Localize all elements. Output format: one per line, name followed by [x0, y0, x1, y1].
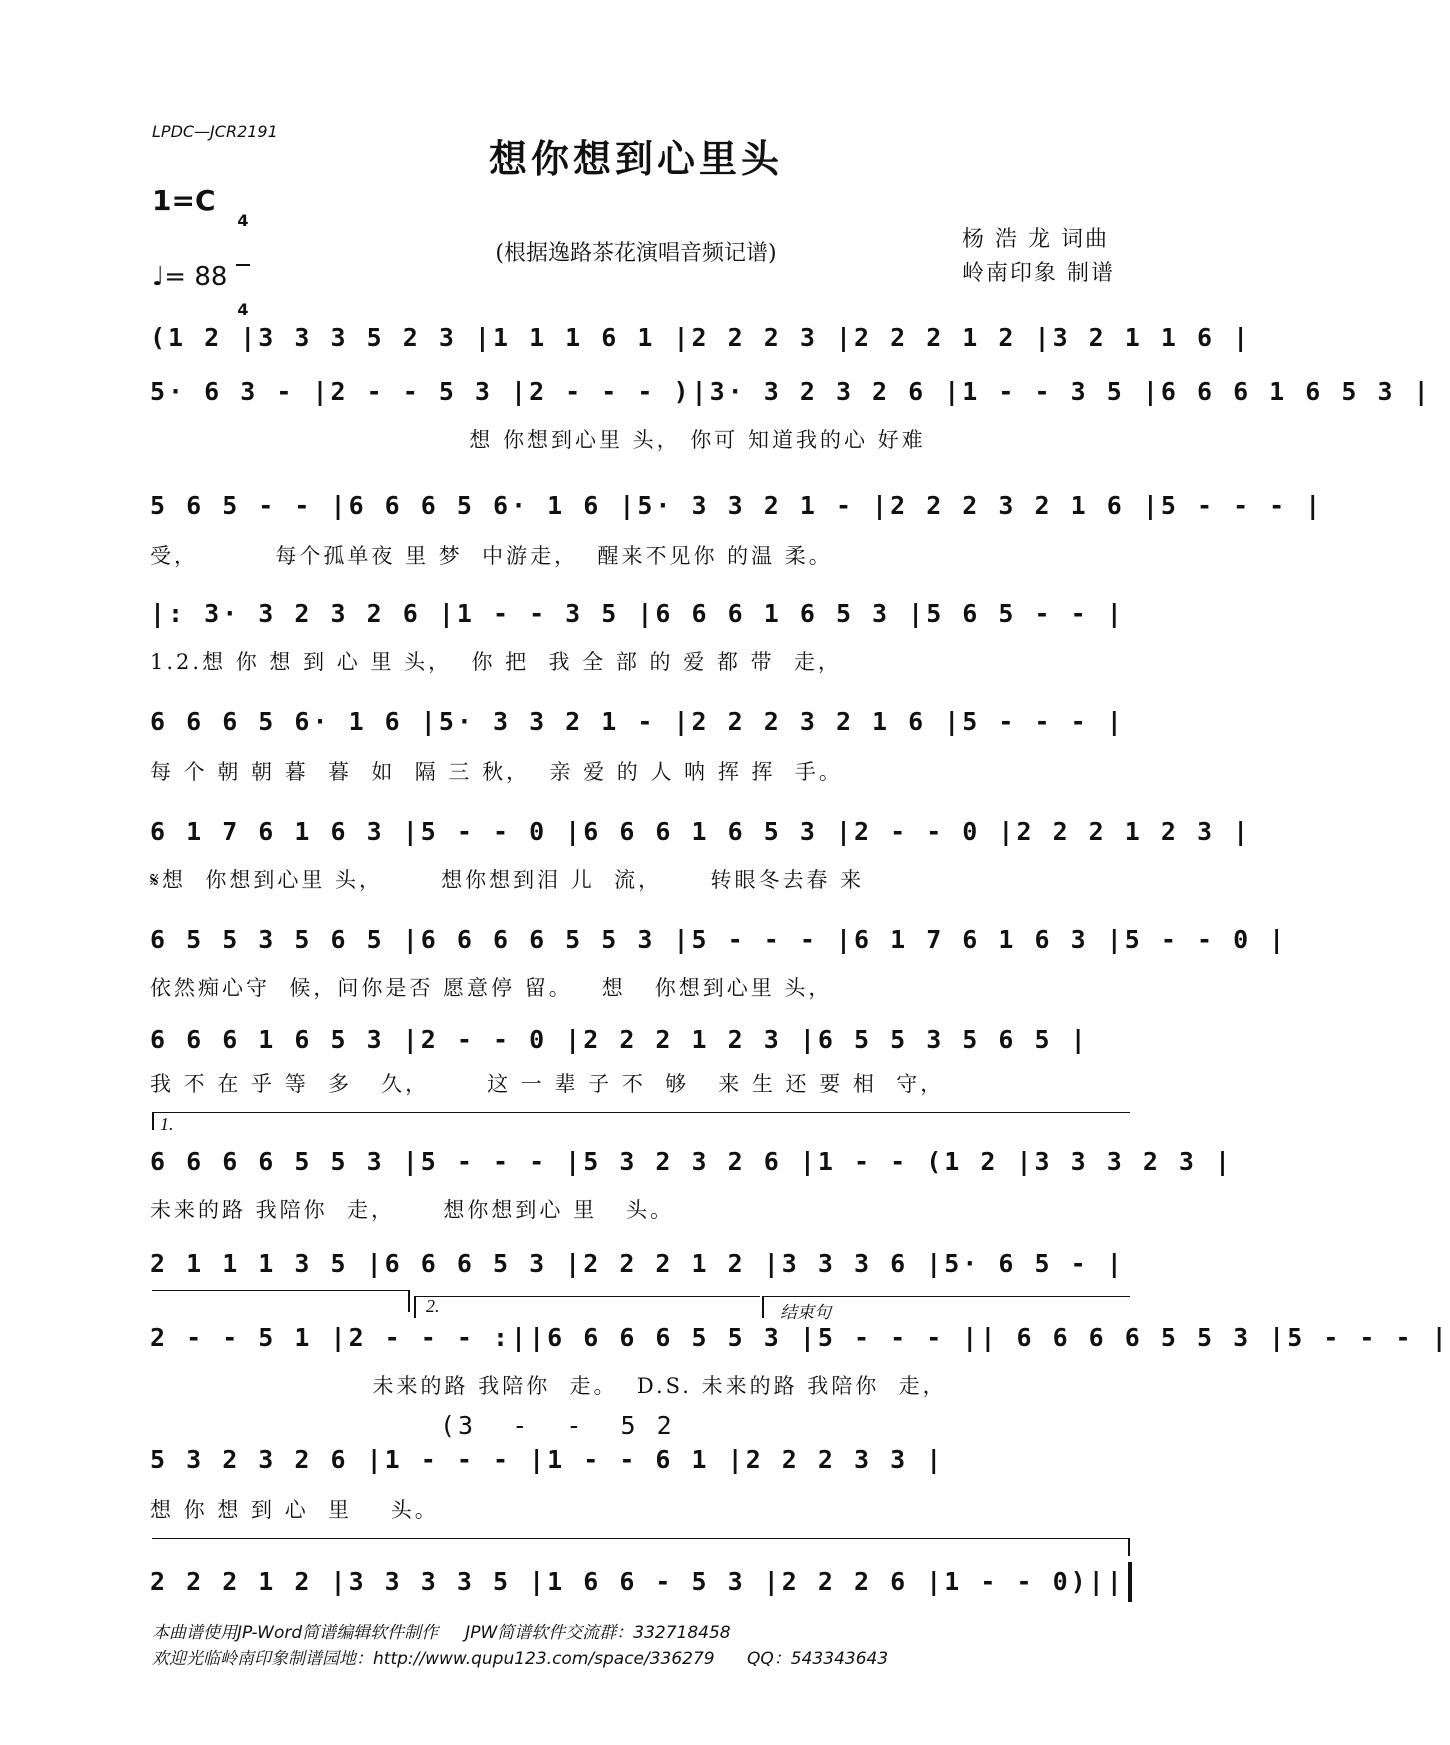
meter-bottom: 4 — [237, 300, 249, 319]
notation-line: 5 3 2 3 2 6 |1 - - - |1 - - 6 1 |2 2 2 3 3 | — [150, 1445, 945, 1474]
lyric-line: 依然痴心守 候，问你是否 愿意停 留。 想 你想到心里 头， — [150, 976, 833, 1000]
footer-software-note: 本曲谱使用JP-Word简谱编辑软件制作 JPW简谱软件交流群：332718458 — [152, 1623, 731, 1643]
arranger-credit: 岭南印象 制谱 — [962, 261, 1115, 286]
final-bracket-edge — [1128, 1538, 1130, 1556]
song-title: 想你想到心里头 — [488, 136, 783, 181]
notation-line: |: 3· 3 2 3 2 6 |1 - - 3 5 |6 6 6 1 6 5 3 |5 6 5 - - | — [150, 599, 1125, 628]
notation-line: 2 1 1 1 3 5 |6 6 6 5 3 |2 2 2 1 2 |3 3 3 6 |5· 6 5 - | — [150, 1249, 1125, 1278]
first-ending-label: 1. — [160, 1114, 174, 1134]
volta-bracket — [152, 1290, 408, 1291]
ending-label: 结束句 — [780, 1303, 831, 1322]
footer-website-note: 欢迎光临岭南印象制谱园地：http://www.qupu123.com/space/336279 QQ：543343643 — [152, 1649, 889, 1669]
lyric-line: 𝄋想 你想到心里 头， 想你想到泪 儿 流， 转眼冬去春 来 — [150, 868, 865, 892]
lyric-line: 想 你 想 到 心 里 头。 — [150, 1498, 439, 1522]
second-ending-label: 2. — [426, 1296, 440, 1316]
meter-top: 4 — [237, 211, 249, 230]
notation-line: 6 1 7 6 1 6 3 |5 - - 0 |6 6 6 1 6 5 3 |2 - - 0 |2 2 2 1 2 3 | — [150, 817, 1252, 846]
notation-line: 6 5 5 3 5 6 5 |6 6 6 6 5 5 3 |5 - - - |6 1 7 6 1 6 3 |5 - - 0 | — [150, 925, 1288, 954]
ending-bracket — [762, 1296, 1130, 1297]
lyric-line: 每 个 朝 朝 暮 暮 如 隔 三 秋， 亲 爱 的 人 呐 挥 挥 手。 — [150, 760, 843, 784]
key-signature: 1=C — [152, 184, 216, 217]
notation-line: 6 6 6 6 5 5 3 |5 - - - |5 3 2 3 2 6 |1 - - (1 2 |3 3 3 2 3 | — [150, 1147, 1234, 1176]
notation-line: 6 6 6 5 6· 1 6 |5· 3 3 2 1 - |2 2 2 3 2 1 6 |5 - - - | — [150, 707, 1125, 736]
tempo-marking: ♩= 88 — [152, 262, 228, 292]
second-ending-bracket — [414, 1296, 760, 1297]
notation-line: 5 6 5 - - |6 6 6 5 6· 1 6 |5· 3 3 2 1 - |2 2 2 3 2 1 6 |5 - - - | — [150, 491, 1324, 520]
notation-line: 6 6 6 1 6 5 3 |2 - - 0 |2 2 2 1 2 3 |6 5 5 3 5 6 5 | — [150, 1025, 1089, 1054]
lyric-line: 受， 每个孤单夜 里 梦 中游走， 醒来不见你 的温 柔。 — [150, 544, 833, 568]
notation-line: 2 2 2 1 2 |3 3 3 3 5 |1 6 6 - 5 3 |2 2 2 6 |1 - - 0)|| — [150, 1567, 1125, 1596]
composer-credit: 杨 浩 龙 词曲 — [962, 227, 1109, 252]
lyric-line: 我 不 在 乎 等 多 久， 这 一 辈 子 不 够 来 生 还 要 相 守， — [150, 1072, 945, 1096]
score-code: LPDC—JCR2191 — [152, 122, 278, 141]
ending-edge — [762, 1296, 764, 1318]
volta-bracket — [152, 1112, 1130, 1113]
notation-line: 5· 6 3 - |2 - - 5 3 |2 - - - )|3· 3 2 3 2 6 |1 - - 3 5 |6 6 6 1 6 5 3 | — [150, 377, 1432, 406]
alternate-notation: (3 - - 5 2 — [440, 1411, 675, 1440]
lyric-line: 想 你想到心里 头， 你可 知道我的心 好难 — [150, 428, 926, 452]
final-barline — [1128, 1562, 1132, 1602]
volta-bracket-edge — [152, 1112, 154, 1130]
lyric-line: 未来的路 我陪你 走。 D.S. 未来的路 我陪你 走， — [150, 1374, 947, 1398]
notation-line: 2 - - 5 1 |2 - - - :||6 6 6 6 5 5 3 |5 - - - || 6 6 6 6 5 5 3 |5 - - - | — [150, 1323, 1450, 1352]
second-ending-edge — [414, 1296, 416, 1318]
lyric-line: 未来的路 我陪你 走， 想你想到心 里 头。 — [150, 1198, 675, 1222]
volta-bracket-edge — [408, 1290, 410, 1312]
notation-line: (1 2 |3 3 3 5 2 3 |1 1 1 6 1 |2 2 2 3 |2 2 2 1 2 |3 2 1 1 6 | — [150, 323, 1252, 352]
subtitle: (根据逸路茶花演唱音频记谱) — [495, 241, 777, 266]
final-bracket — [152, 1538, 1130, 1539]
lyric-line: 1.2.想 你 想 到 心 里 头， 你 把 我 全 部 的 爱 都 带 走， — [150, 650, 842, 674]
